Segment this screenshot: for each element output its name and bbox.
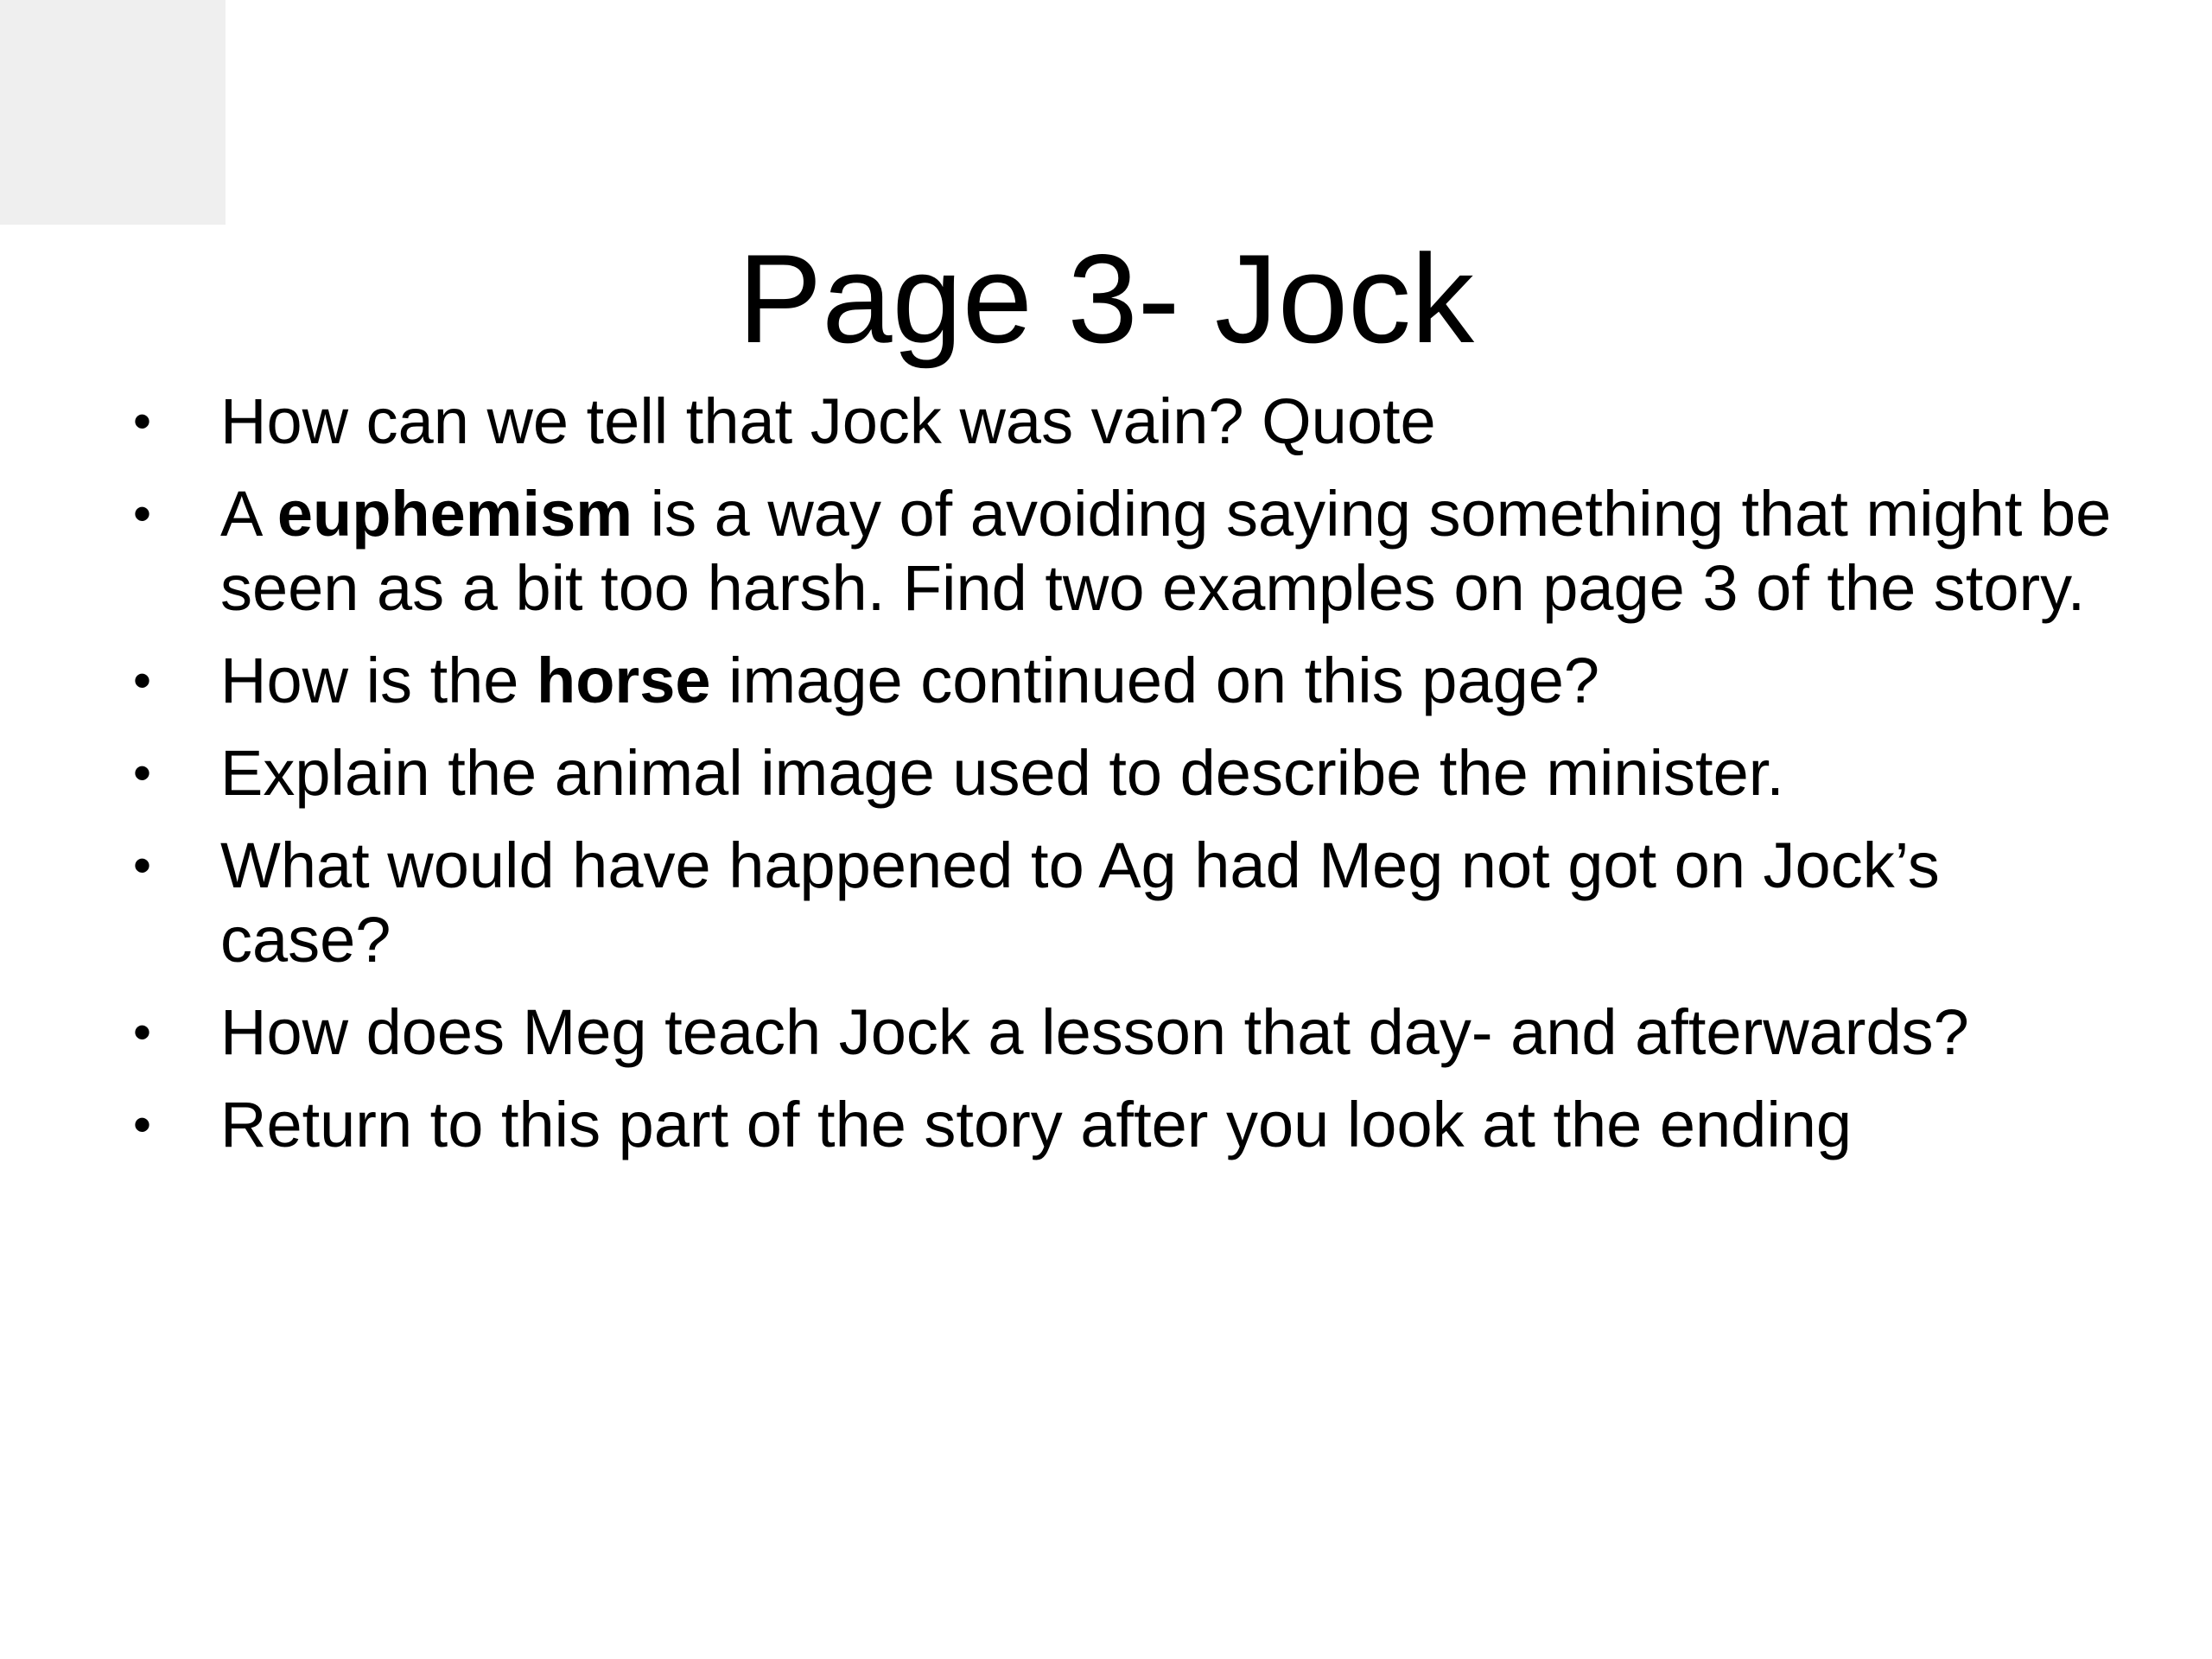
bullet-item-lesson <box>130 995 2126 1070</box>
bullet-dot-icon: • <box>133 392 152 450</box>
bullet-item-euphemism <box>130 477 2126 626</box>
bullet-text: How can we tell that Jock was vain? Quote <box>220 385 1436 457</box>
bullet-item-minister <box>130 736 2126 810</box>
bullet-text: Explain the animal image used to describe the minister. <box>220 737 1784 809</box>
slide-title: Page 3- Jock <box>737 227 1475 369</box>
bullet-item-vain <box>130 385 2126 459</box>
bullet-item-return <box>130 1088 2126 1162</box>
bullet-keyword: euphemism <box>276 478 633 550</box>
corner-placeholder-block <box>0 0 226 225</box>
bullet-text: Return to this part of the story after you look at the ending <box>220 1089 1853 1160</box>
bullet-keyword: horse <box>537 645 711 716</box>
bullet-dot-icon: • <box>133 652 152 709</box>
bullet-item-ag <box>130 829 2126 977</box>
bullet-item-horse <box>130 644 2126 718</box>
bullet-text: What would have happened to Ag had Meg not got on Jock’s case? <box>220 830 1940 976</box>
bullet-text: How does Meg teach Jock a lesson that day- and afterwards? <box>220 996 1969 1068</box>
bullet-text-post: is a way of avoiding saying something that might be seen as a bit too harsh. Find two examples on page 3 of the story. <box>220 478 2112 624</box>
bullet-text-post: image continued on this page? <box>710 645 1600 716</box>
bullet-dot-icon: • <box>133 1003 152 1061</box>
bullet-list <box>130 385 2126 1180</box>
bullet-text-pre: How is the <box>220 645 537 716</box>
bullet-dot-icon: • <box>133 836 152 894</box>
bullet-dot-icon: • <box>133 1096 152 1154</box>
bullet-text-pre: A <box>220 478 277 550</box>
bullet-dot-icon: • <box>133 485 152 543</box>
bullet-dot-icon: • <box>133 744 152 802</box>
